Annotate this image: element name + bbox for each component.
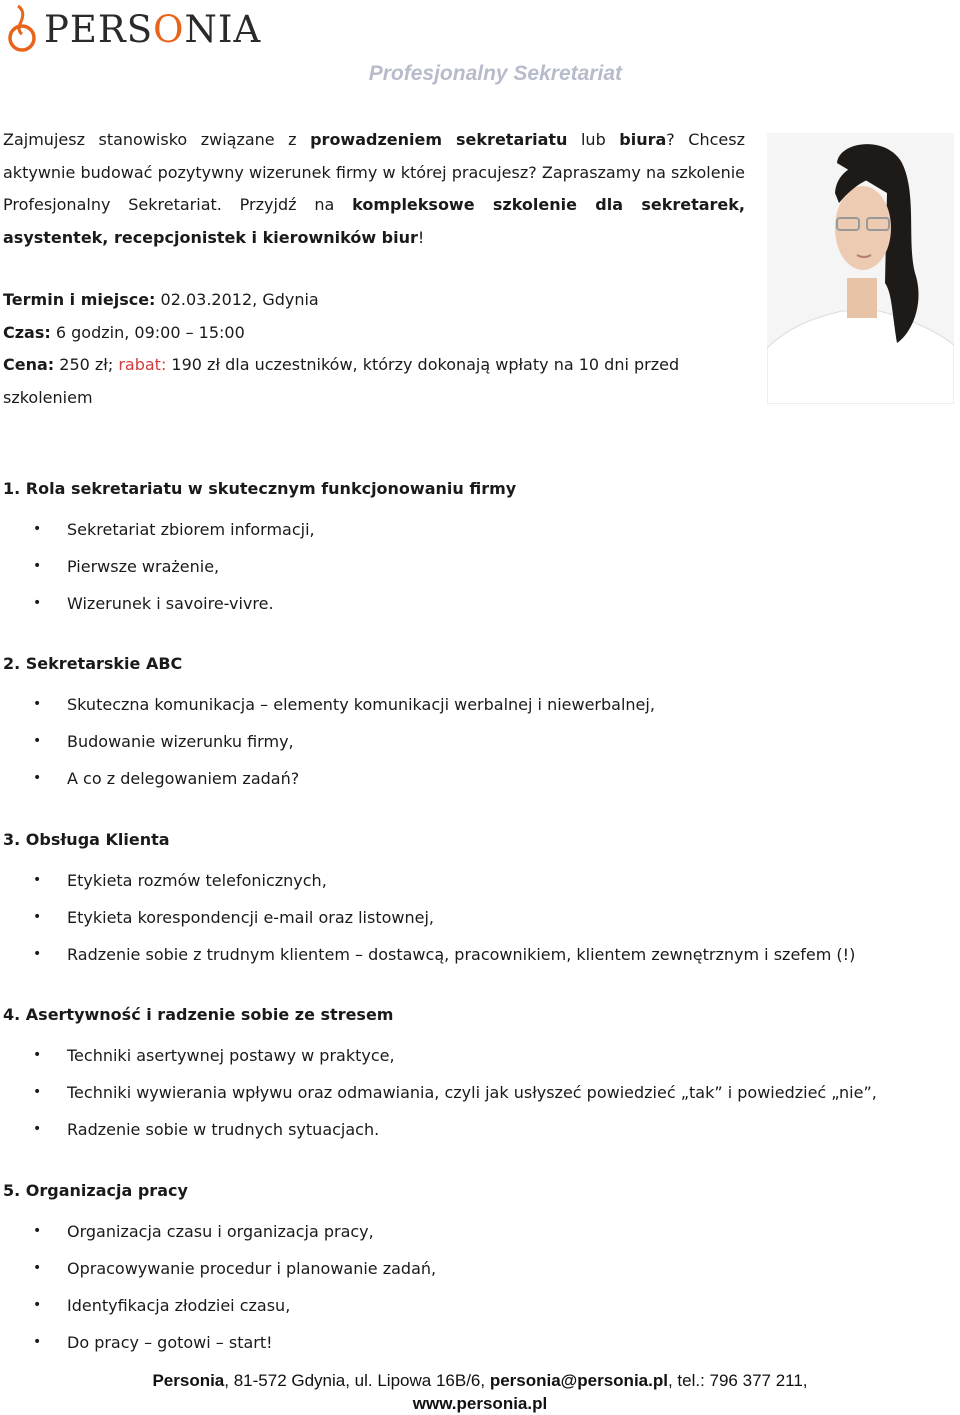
section-heading: 2. Sekretarskie ABC <box>3 654 183 673</box>
bullet-icon: • <box>33 909 42 925</box>
footer-website: www.personia.pl <box>412 1394 548 1413</box>
list-item: • Do pracy – gotowi – start! <box>3 1324 933 1361</box>
bullet-icon: • <box>33 1297 42 1313</box>
list-item: • Radzenie sobie z trudnym klientem – dostawcą, pracownikiem, klientem zewnętrznym i szefem (!) <box>3 936 933 973</box>
czas-line: Czas: 6 godzin, 09:00 – 15:00 <box>3 322 245 342</box>
logo-mark-icon <box>2 2 42 54</box>
bullet-icon: • <box>33 872 42 888</box>
bullet-icon: • <box>33 733 42 749</box>
bullet-icon: • <box>33 770 42 786</box>
bullet-list <box>3 511 933 622</box>
logo-text: PERSONIA <box>44 8 262 51</box>
list-item: • Techniki wywierania wpływu oraz odmawiania, czyli jak usłyszeć powiedzieć „tak” i powiedzieć „nie”, <box>3 1074 933 1111</box>
list-item: • Techniki asertywnej postawy w praktyce, <box>3 1037 933 1074</box>
section-5 <box>3 1177 933 1361</box>
page-title: Profesjonalny Sekretariat <box>368 62 622 85</box>
list-item: • Sekretariat zbiorem informacji, <box>3 511 933 548</box>
termin-line: Termin i miejsce: 02.03.2012, Gdynia <box>3 290 319 309</box>
bullet-icon: • <box>33 946 42 962</box>
personia-logo <box>2 2 261 54</box>
section-4 <box>3 1001 933 1148</box>
bullet-list <box>3 686 933 797</box>
list-item: • Wizerunek i savoire-vivre. <box>3 585 933 622</box>
list-item: • A co z delegowaniem zadań? <box>3 760 933 797</box>
woman-portrait-image <box>767 133 954 404</box>
bullet-icon: • <box>33 521 42 537</box>
list-item: • Etykieta rozmów telefonicznych, <box>3 862 933 899</box>
section-2 <box>3 650 933 797</box>
section-3 <box>3 826 933 973</box>
footer-contact-line: Personia, 81-572 Gdynia, ul. Lipowa 16B/6, personia@personia.pl, tel.: 796 377 211, <box>152 1371 808 1390</box>
list-item: • Etykieta korespondencji e-mail oraz listownej, <box>3 899 933 936</box>
bullet-icon: • <box>33 1260 42 1276</box>
page-footer <box>0 1369 960 1415</box>
intro-paragraph: Zajmujesz stanowisko związane z prowadzeniem sekretariatu lub biura? Chcesz aktywnie budować pozytywny wizerunek firmy w której pracujesz? Zapraszamy na szkolenie Profesjonalny Sekretariat. Przyjdź na kompleksowe szkolenie dla sekretarek, asystentek, recepcjonistek i kierowników biur! <box>3 130 745 247</box>
list-item: • Radzenie sobie w trudnych sytuacjach. <box>3 1111 933 1148</box>
list-item: • Identyfikacja złodziei czasu, <box>3 1287 933 1324</box>
list-item: • Pierwsze wrażenie, <box>3 548 933 585</box>
bullet-list <box>3 862 933 973</box>
list-item: • Opracowywanie procedur i planowanie zadań, <box>3 1250 933 1287</box>
section-heading: 5. Organizacja pracy <box>3 1181 188 1200</box>
bullet-icon: • <box>33 558 42 574</box>
footer-email: personia@personia.pl <box>489 1371 668 1390</box>
section-heading: 1. Rola sekretariatu w skutecznym funkcjonowaniu firmy <box>3 479 517 498</box>
bullet-icon: • <box>33 1047 42 1063</box>
list-item: • Budowanie wizerunku firmy, <box>3 723 933 760</box>
cena-line: Cena: 250 zł; rabat: 190 zł dla uczestników, którzy dokonają wpłaty na 10 dni przed szkoleniem <box>3 355 680 407</box>
bullet-icon: • <box>33 1084 42 1100</box>
section-heading: 4. Asertywność i radzenie sobie ze stresem <box>3 1005 394 1024</box>
bullet-icon: • <box>33 595 42 611</box>
bullet-icon: • <box>33 1121 42 1137</box>
bullet-icon: • <box>33 1223 42 1239</box>
section-heading: 3. Obsługa Klienta <box>3 830 170 849</box>
bullet-icon: • <box>33 1334 42 1350</box>
bullet-icon: • <box>33 696 42 712</box>
list-item: • Organizacja czasu i organizacja pracy, <box>3 1213 933 1250</box>
bullet-list <box>3 1037 933 1148</box>
section-1 <box>3 475 933 622</box>
bullet-list <box>3 1213 933 1361</box>
list-item: • Skuteczna komunikacja – elementy komunikacji werbalnej i niewerbalnej, <box>3 686 933 723</box>
training-info <box>3 284 723 414</box>
